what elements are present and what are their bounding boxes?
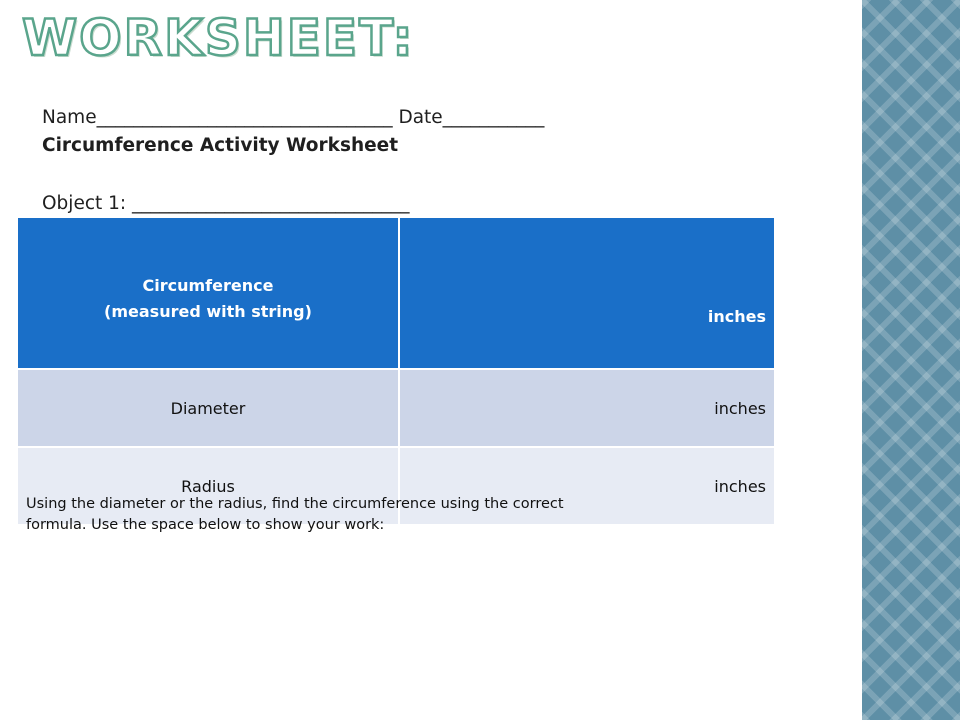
worksheet-title: Circumference Activity Worksheet [42,135,399,156]
circumference-label: Circumference [142,276,274,295]
name-date-line: Name________________________________ Date___________ [42,107,545,128]
worksheet-header [42,104,544,218]
table-row [17,217,775,369]
diameter-label: Diameter [17,369,399,447]
spacer [42,160,544,190]
diameter-unit-cell: inches [399,369,775,447]
circumference-label-cell [17,217,399,369]
circumference-sublabel: (measured with string) [104,302,312,321]
slide-title: WORKSHEET: [22,9,415,67]
table-row [17,369,775,447]
object-line: Object 1: ______________________________ [42,193,410,214]
decorative-side-panel [858,0,960,720]
instructions-text: Using the diameter or the radius, find the circumference using the correct formula. Use the space below to show your work: [26,496,564,533]
circumference-unit-cell: inches [399,217,775,369]
radius-unit-cell: inches [399,447,775,525]
radius-label: Radius [17,447,399,525]
measurement-table [16,216,776,526]
